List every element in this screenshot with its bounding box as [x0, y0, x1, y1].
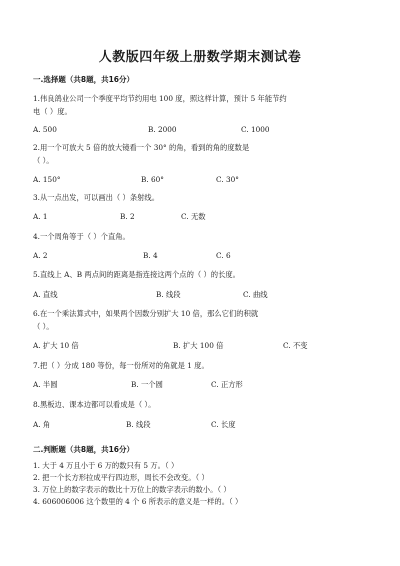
page-title: 人教版四年级上册数学期末测试卷 [98, 50, 302, 65]
option-c[interactable]: C. 30° [216, 175, 239, 184]
question-4-options [33, 251, 373, 263]
option-a[interactable]: A. 1 [33, 212, 48, 221]
question-2-options [33, 175, 373, 187]
option-b[interactable]: B. 4 [143, 251, 158, 260]
option-c[interactable]: C. 无数 [181, 212, 206, 221]
question-1-options [33, 125, 373, 137]
option-c[interactable]: C. 1000 [241, 125, 270, 134]
option-a[interactable]: A. 直线 [33, 290, 58, 299]
question-3-text: 3.从一点出发，可以画出（ ）条射线。 [33, 193, 160, 202]
option-b[interactable]: B. 一个圆 [131, 380, 163, 389]
question-4-text: 4.一个周角等于（ ）个直角。 [33, 232, 130, 241]
question-5-options [33, 290, 373, 302]
question-7-text: 7.把（ ）分成 180 等份，每一份所对的角就是 1 度。 [33, 361, 209, 370]
option-c[interactable]: C. 正方形 [211, 380, 243, 389]
question-8-text: 8.黑板边、课本边都可以看成是（ ）。 [33, 400, 156, 409]
question-2-text-cont: （ ）。 [33, 156, 54, 165]
option-a[interactable]: A. 半圆 [33, 380, 58, 389]
question-1-text: 1.伟良鸽业公司一个季度平均节约用电 100 度，照这样计算，预计 5 年能节约 [33, 94, 287, 103]
option-b[interactable]: B. 线段 [156, 290, 181, 299]
question-1-text-cont: 电（ ）度。 [33, 107, 72, 116]
question-6-text-cont: （ ）。 [33, 322, 54, 331]
judgement-item-3: 3. 万位上的数字表示的数比十万位上的数字表示的数小。（ ） [33, 485, 231, 494]
option-b[interactable]: B. 线段 [126, 420, 151, 429]
question-7-options [33, 380, 373, 392]
option-b[interactable]: B. 60° [141, 175, 164, 184]
judgement-item-1: 1. 大于 4 万且小于 6 万的数只有 5 万。（ ） [33, 461, 179, 470]
option-b[interactable]: B. 2000 [148, 125, 177, 134]
question-6-text: 6.在一个乘法算式中，如果两个因数分别扩大 10 倍，那么它们的积就 [33, 309, 259, 318]
option-c[interactable]: C. 曲线 [243, 290, 268, 299]
question-2-text: 2.用一个可放大 5 倍的放大镜看一个 30° 的角，看到的角的度数是 [33, 143, 250, 152]
question-3-options [33, 212, 373, 224]
option-c[interactable]: C. 不变 [283, 341, 308, 350]
option-a[interactable]: A. 2 [33, 251, 48, 260]
option-c[interactable]: C. 6 [216, 251, 231, 260]
option-a[interactable]: A. 500 [33, 125, 57, 134]
section-heading-judgement: 二.判断题（共8题，共16分） [33, 445, 135, 454]
judgement-item-4: 4. 606006006 这个数里的 4 个 6 所表示的意义是一样的。（ ） [33, 497, 243, 506]
option-b[interactable]: B. 2 [120, 212, 135, 221]
option-b[interactable]: B. 扩大 100 倍 [173, 341, 224, 350]
option-c[interactable]: C. 长度 [211, 420, 236, 429]
question-6-options [33, 341, 373, 353]
option-a[interactable]: A. 150° [33, 175, 61, 184]
option-a[interactable]: A. 扩大 10 倍 [33, 341, 79, 350]
section-heading-choice: 一.选择题（共8题，共16分） [33, 75, 135, 84]
question-5-text: 5.直线上 A、B 两点间的距离是指连接这两个点的（ ）的长度。 [33, 270, 240, 279]
question-8-options [33, 420, 373, 432]
judgement-item-2: 2. 把一个长方形拉成平行四边形，周长不会改变。（ ） [33, 473, 209, 482]
option-a[interactable]: A. 角 [33, 420, 51, 429]
